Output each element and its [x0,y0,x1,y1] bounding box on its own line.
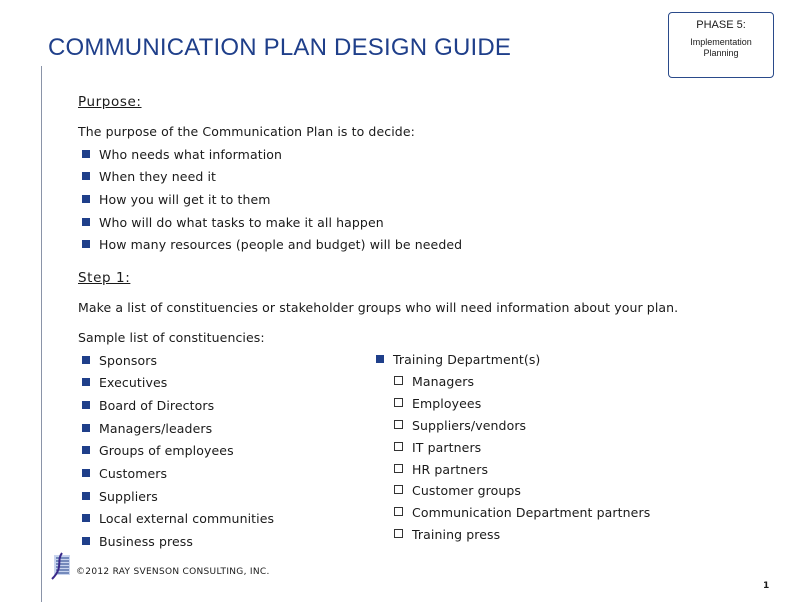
list-item: Managers [394,374,474,389]
phase-name: Implementation Planning [690,37,752,58]
list-item: Training press [394,527,500,542]
phase-badge [668,12,774,78]
square-bullet-icon [82,150,90,158]
list-item: When they need it [82,169,216,184]
square-bullet-icon [82,446,90,454]
list-item: Groups of employees [82,443,234,458]
square-bullet-icon [82,537,90,545]
square-bullet-icon [82,401,90,409]
checkbox-icon [394,398,403,407]
square-bullet-icon [82,356,90,364]
square-bullet-icon [376,355,384,363]
purpose-heading: Purpose: [78,94,142,110]
page-number: 1 [763,581,770,591]
list-item: IT partners [394,440,481,455]
left-rule [41,66,42,602]
list-item: Suppliers/vendors [394,418,526,433]
list-item: Employees [394,396,481,411]
list-item: Local external communities [82,511,274,526]
list-item: Managers/leaders [82,421,212,436]
step1-heading: Step 1: [78,270,131,286]
checkbox-icon [394,485,403,494]
page-title: COMMUNICATION PLAN DESIGN GUIDE [48,34,512,61]
checkbox-icon [394,420,403,429]
list-item: Customers [82,466,167,481]
step1-instruction: Make a list of constituencies or stakeholder groups who will need information about your plan. [78,300,679,315]
list-item: Sponsors [82,353,157,368]
purpose-intro: The purpose of the Communication Plan is to decide: [78,124,415,139]
square-bullet-icon [82,240,90,248]
list-item: Who will do what tasks to make it all happen [82,215,384,230]
checkbox-icon [394,529,403,538]
phase-label: PHASE 5: [696,19,746,31]
copyright: ©2012 RAY SVENSON CONSULTING, INC. [76,567,270,577]
list-item: How you will get it to them [82,192,271,207]
list-item: Training Department(s) [376,352,540,367]
checkbox-icon [394,442,403,451]
checkbox-icon [394,464,403,473]
square-bullet-icon [82,195,90,203]
square-bullet-icon [82,514,90,522]
company-logo-icon [48,551,72,581]
list-item: Who needs what information [82,147,282,162]
checkbox-icon [394,507,403,516]
list-item: Board of Directors [82,398,214,413]
square-bullet-icon [82,469,90,477]
sample-intro: Sample list of constituencies: [78,330,265,345]
list-item: Business press [82,534,193,549]
checkbox-icon [394,376,403,385]
list-item: Customer groups [394,483,521,498]
square-bullet-icon [82,378,90,386]
list-item: How many resources (people and budget) will be needed [82,237,462,252]
square-bullet-icon [82,218,90,226]
list-item: Suppliers [82,489,158,504]
square-bullet-icon [82,172,90,180]
square-bullet-icon [82,424,90,432]
list-item: Executives [82,375,167,390]
square-bullet-icon [82,492,90,500]
list-item: HR partners [394,462,488,477]
list-item: Communication Department partners [394,505,650,520]
